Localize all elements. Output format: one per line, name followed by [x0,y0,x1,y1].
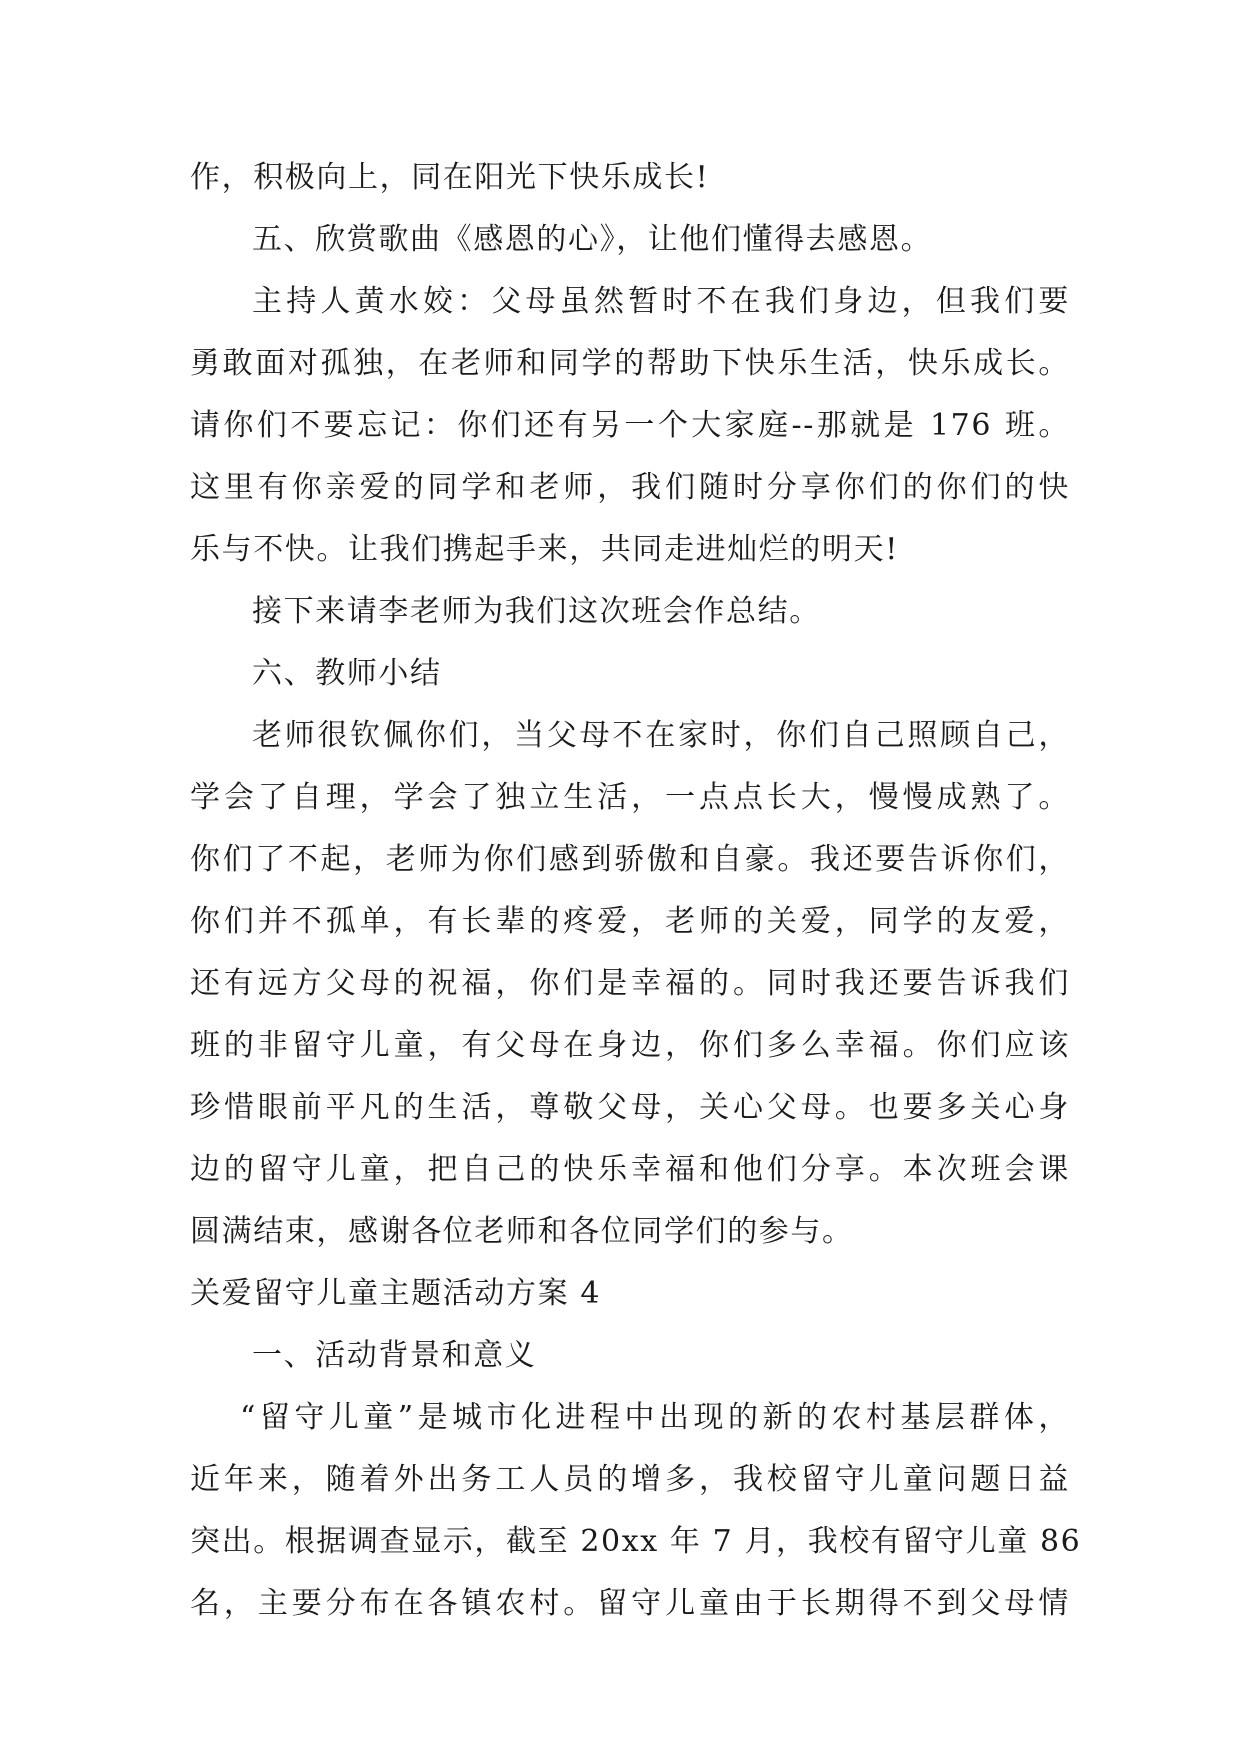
section-heading: 一、活动背景和意义 [252,1338,537,1373]
text-line: 班的非留守儿童，有父母在身边，你们多么幸福。你们应该 [190,1028,1070,1063]
text-line: 这里有你亲爱的同学和老师，我们随时分享你们的你们的快 [190,470,1070,505]
section-heading: 六、教师小结 [252,656,442,691]
text-line: 接下来请李老师为我们这次班会作总结。 [252,594,821,629]
section-heading: 五、欣赏歌曲《感恩的心》，让他们懂得去感恩。 [252,222,933,257]
text-line: 还有远方父母的祝福，你们是幸福的。同时我还要告诉我们 [190,966,1070,1001]
text-line: 作，积极向上，同在阳光下快乐成长! [190,160,710,195]
text-line: 请你们不要忘记：你们还有另一个大家庭--那就是 176 班。 [190,408,1070,443]
document-title: 关爱留守儿童主题活动方案 4 [190,1276,602,1311]
text-line: 圆满结束，感谢各位老师和各位同学们的参与。 [190,1214,854,1249]
text-line: 老师很钦佩你们，当父母不在家时，你们自己照顾自己， [252,718,1070,753]
text-line: “留守儿童”是城市化进程中出现的新的农村基层群体， [240,1400,1070,1435]
text-line: 勇敢面对孤独，在老师和同学的帮助下快乐生活，快乐成长。 [190,346,1070,381]
text-line: 珍惜眼前平凡的生活，尊敬父母，关心父母。也要多关心身 [190,1090,1070,1125]
text-line: 边的留守儿童，把自己的快乐幸福和他们分享。本次班会课 [190,1152,1070,1187]
text-line: 乐与不快。让我们携起手来，共同走进灿烂的明天! [190,532,899,567]
text-line: 名，主要分布在各镇农村。留守儿童由于长期得不到父母情 [190,1586,1070,1621]
text-line: 你们并不孤单，有长辈的疼爱，老师的关爱，同学的友爱， [190,904,1070,939]
text-line: 你们了不起，老师为你们感到骄傲和自豪。我还要告诉你们， [190,842,1070,877]
text-line: 突出。根据调查显示，截至 20xx 年 7 月，我校有留守儿童 86 [190,1524,1082,1559]
text-line: 近年来，随着外出务工人员的增多，我校留守儿童问题日益 [190,1462,1070,1497]
text-line: 学会了自理，学会了独立生活，一点点长大，慢慢成熟了。 [190,780,1070,815]
text-line: 主持人黄水姣：父母虽然暂时不在我们身边，但我们要 [252,284,1070,319]
